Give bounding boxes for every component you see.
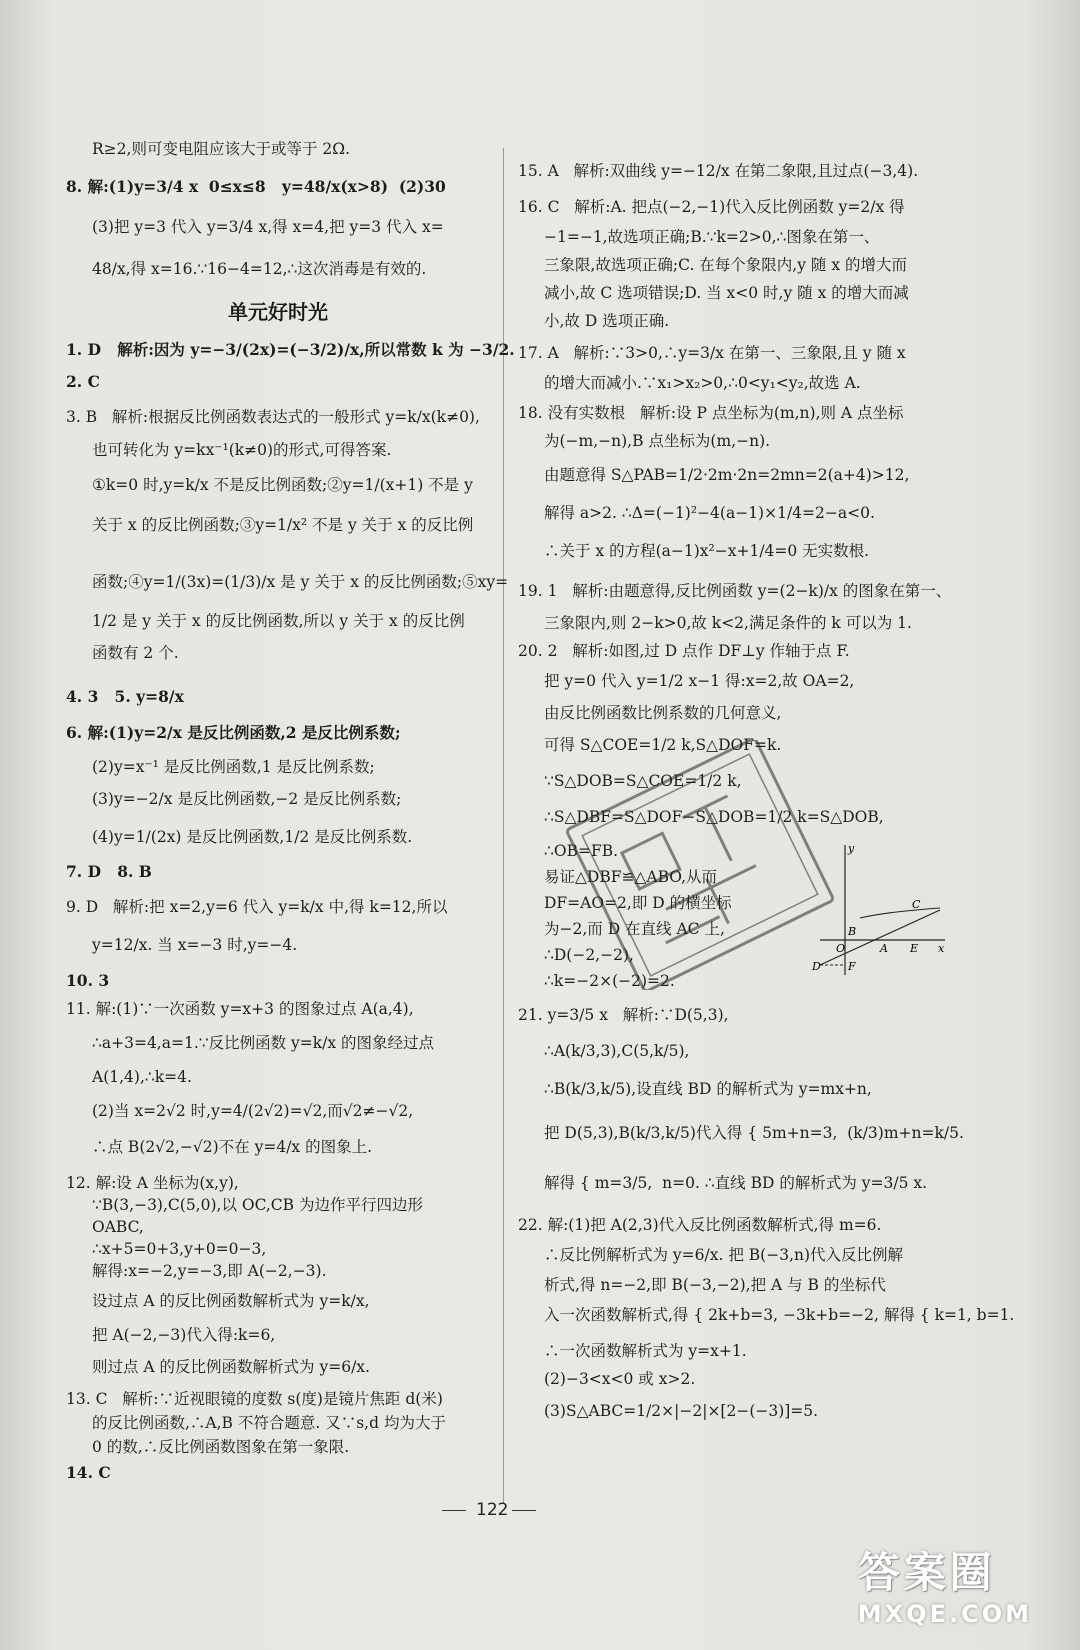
answer-line: ①k=0 时,y=k/x 不是反比例函数;②y=1/(x+1) 不是 y (92, 476, 473, 494)
answer-line: 也可转化为 y=kx⁻¹(k≠0)的形式,可得答案. (92, 441, 392, 459)
hyperbola-branch (860, 908, 940, 918)
answer-line: 18. 没有实数根 解析:设 P 点坐标为(m,n),则 A 点坐标 (518, 404, 904, 422)
answer-line: R≥2,则可变电阻应该大于或等于 2Ω. (92, 140, 351, 158)
answer-line: 易证△DBF≌△ABO,从而 (544, 868, 717, 886)
answer-line: 设过点 A 的反比例函数解析式为 y=k/x, (92, 1292, 370, 1310)
answer-line: A(1,4),∴k=4. (92, 1068, 192, 1086)
answer-line: 22. 解:(1)把 A(2,3)代入反比例函数解析式,得 m=6. (518, 1216, 882, 1234)
answer-line: 函数有 2 个. (92, 644, 179, 662)
graph-label: O (836, 942, 846, 955)
answer-line: 13. C 解析:∵近视眼镜的度数 s(度)是镜片焦距 d(米) (66, 1390, 443, 1408)
answer-line: 可得 S△COE=1/2 k,S△DOF=k. (544, 736, 782, 754)
answer-line: 析式,得 n=−2,即 B(−3,−2),把 A 与 B 的坐标代 (544, 1276, 886, 1294)
graph-label: A (880, 942, 888, 955)
watermark-url: MXQE.COM (857, 1600, 1032, 1628)
answer-line: (2)−3<x<0 或 x>2. (544, 1370, 696, 1388)
answer-line: 14. C (66, 1463, 111, 1482)
answer-line: 9. D 解析:把 x=2,y=6 代入 y=k/x 中,得 k=12,所以 (66, 898, 448, 916)
answer-line: 减小,故 C 选项错误;D. 当 x<0 时,y 随 x 的增大而减 (544, 284, 909, 302)
answer-line: 为−2,而 D 在直线 AC 上, (544, 920, 725, 938)
answer-line: (3)把 y=3 代入 y=3/4 x,得 x=4,把 y=3 代入 x= (92, 218, 444, 236)
answer-line: 解得:x=−2,y=−3,即 A(−2,−3). (92, 1262, 327, 1280)
answer-line: 12. 解:设 A 坐标为(x,y), (66, 1174, 239, 1192)
answer-line: 20. 2 解析:如图,过 D 点作 DF⊥y 作轴于点 F. (518, 642, 850, 660)
answer-line: ∴反比例解析式为 y=6/x. 把 B(−3,n)代入反比例解 (544, 1246, 904, 1264)
answer-line: 4. 3 5. y=8/x (66, 687, 184, 706)
answer-line: 的反比例函数,∴A,B 不符合题意. 又∵s,d 均为大于 (92, 1414, 446, 1432)
section-heading: 单元好时光 (228, 300, 328, 324)
graph-label: B (848, 925, 857, 938)
page-number-dash (442, 1510, 466, 1511)
answer-line: (3)S△ABC=1/2×|−2|×[2−(−3)]=5. (544, 1402, 819, 1420)
watermark-title: 答案圈 (857, 1548, 996, 1597)
answer-line: 7. D 8. B (66, 862, 152, 881)
answer-line: 把 D(5,3),B(k/3,k/5)代入得 { 5m+n=3, (k/3)m+n=k/5. (544, 1124, 964, 1142)
answer-line: 解得 a>2. ∴Δ=(−1)²−4(a−1)×1/4=2−a<0. (544, 504, 875, 522)
answer-line: ∴B(k/3,k/5),设直线 BD 的解析式为 y=mx+n, (544, 1080, 872, 1098)
answer-line: 三象限内,则 2−k>0,故 k<2,满足条件的 k 可以为 1. (544, 614, 912, 632)
answer-line: 19. 1 解析:由题意得,反比例函数 y=(2−k)/x 的图象在第一、 (518, 582, 952, 600)
answer-line: 2. C (66, 372, 100, 391)
graph-label: x (938, 942, 945, 955)
answer-line: ∴关于 x 的方程(a−1)x²−x+1/4=0 无实数根. (544, 542, 870, 560)
answer-line: (3)y=−2/x 是反比例函数,−2 是反比例系数; (92, 790, 402, 808)
answer-line: 函数;④y=1/(3x)=(1/3)/x 是 y 关于 x 的反比例函数;⑤xy= (92, 573, 509, 591)
answer-line: 6. 解:(1)y=2/x 是反比例函数,2 是反比例系数; (66, 723, 401, 742)
answer-line: 1/2 是 y 关于 x 的反比例函数,所以 y 关于 x 的反比例 (92, 612, 465, 630)
answer-line: 21. y=3/5 x 解析:∵D(5,3), (518, 1006, 729, 1024)
answer-line: ∵S△DOB=S△COE=1/2 k, (544, 772, 742, 790)
answer-line: 三象限,故选项正确;C. 在每个象限内,y 随 x 的增大而 (544, 256, 908, 274)
answer-line: ∴S△DBF=S△DOF−S△DOB=1/2 k=S△DOB, (544, 808, 884, 826)
answer-line: 17. A 解析:∵3>0,∴y=3/x 在第一、三象限,且 y 随 x (518, 344, 906, 362)
answer-line: ∴OB=FB. (544, 842, 619, 860)
answer-line: 把 y=0 代入 y=1/2 x−1 得:x=2,故 OA=2, (544, 672, 855, 690)
answer-line: ∴一次函数解析式为 y=x+1. (544, 1342, 747, 1360)
answer-line: ∴A(k/3,3),C(5,k/5), (544, 1042, 690, 1060)
page-number-dash (512, 1510, 536, 1511)
answer-line: 1. D 解析:因为 y=−3/(2x)=(−3/2)/x,所以常数 k 为 −3/2. (66, 340, 515, 359)
answer-line: 0 的数,∴反比例函数图象在第一象限. (92, 1438, 350, 1456)
seal-stamp (555, 740, 845, 990)
answer-line: 3. B 解析:根据反比例函数表达式的一般形式 y=k/x(k≠0), (66, 408, 480, 426)
answer-line: ∴点 B(2√2,−√2)不在 y=4/x 的图象上. (92, 1138, 373, 1156)
answer-line: ∴D(−2,−2), (544, 946, 634, 964)
answer-line: 入一次函数解析式,得 { 2k+b=3, −3k+b=−2, 解得 { k=1, b=1. (544, 1306, 1015, 1324)
answer-line: DF=AO=2,即 D 的横坐标 (544, 894, 732, 912)
answer-line: 16. C 解析:A. 把点(−2,−1)代入反比例函数 y=2/x 得 (518, 198, 905, 216)
answer-line: OABC, (92, 1218, 144, 1236)
answer-line: 由题意得 S△PAB=1/2·2m·2n=2mn=2(a+4)>12, (544, 466, 910, 484)
answer-line: 11. 解:(1)∵一次函数 y=x+3 的图象过点 A(a,4), (66, 1000, 414, 1018)
answer-line: 为(−m,−n),B 点坐标为(m,−n). (544, 432, 771, 450)
answer-line: 解得 { m=3/5, n=0. ∴直线 BD 的解析式为 y=3/5 x. (544, 1174, 928, 1192)
answer-line: 的增大而减小.∵x₁>x₂>0,∴0<y₁<y₂,故选 A. (544, 374, 861, 392)
answer-line: (2)y=x⁻¹ 是反比例函数,1 是反比例系数; (92, 758, 375, 776)
site-watermark (858, 1540, 1032, 1628)
answer-line: 15. A 解析:双曲线 y=−12/x 在第二象限,且过点(−3,4). (518, 162, 919, 180)
answer-line: 10. 3 (66, 971, 110, 990)
page-number: 122 (476, 1500, 509, 1520)
answer-line: 8. 解:(1)y=3/4 x 0≤x≤8 y=48/x(x>8) (2)30 (66, 177, 446, 196)
graph-label: F (848, 960, 856, 973)
answer-line: y=12/x. 当 x=−3 时,y=−4. (92, 936, 298, 954)
answer-line: ∵B(3,−3),C(5,0),以 OC,CB 为边作平行四边形 (92, 1196, 423, 1214)
answer-line: 则过点 A 的反比例函数解析式为 y=6/x. (92, 1358, 370, 1376)
graph-label: y (848, 842, 855, 855)
answer-line: 48/x,得 x=16.∵16−4=12,∴这次消毒是有效的. (92, 260, 427, 278)
answer-line: (2)当 x=2√2 时,y=4/(2√2)=√2,而√2≠−√2, (92, 1102, 414, 1120)
graph-label: C (912, 898, 921, 911)
answer-line: −1=−1,故选项正确;B.∵k=2>0,∴图象在第一、 (544, 228, 880, 246)
answer-line: (4)y=1/(2x) 是反比例函数,1/2 是反比例系数. (92, 828, 413, 846)
graph-label: D (812, 960, 821, 973)
answer-line: ∴x+5=0+3,y+0=0−3, (92, 1240, 267, 1258)
answer-line: 关于 x 的反比例函数;③y=1/x² 不是 y 关于 x 的反比例 (92, 516, 474, 534)
answer-line: ∴a+3=4,a=1.∵反比例函数 y=k/x 的图象经过点 (92, 1034, 435, 1052)
graph-label: E (910, 942, 919, 955)
answer-line: 把 A(−2,−3)代入得:k=6, (92, 1326, 276, 1344)
answer-line: 由反比例函数比例系数的几何意义, (544, 704, 782, 722)
answer-line: 小,故 D 选项正确. (544, 312, 670, 330)
answer-line: ∴k=−2×(−2)=2. (544, 972, 675, 990)
